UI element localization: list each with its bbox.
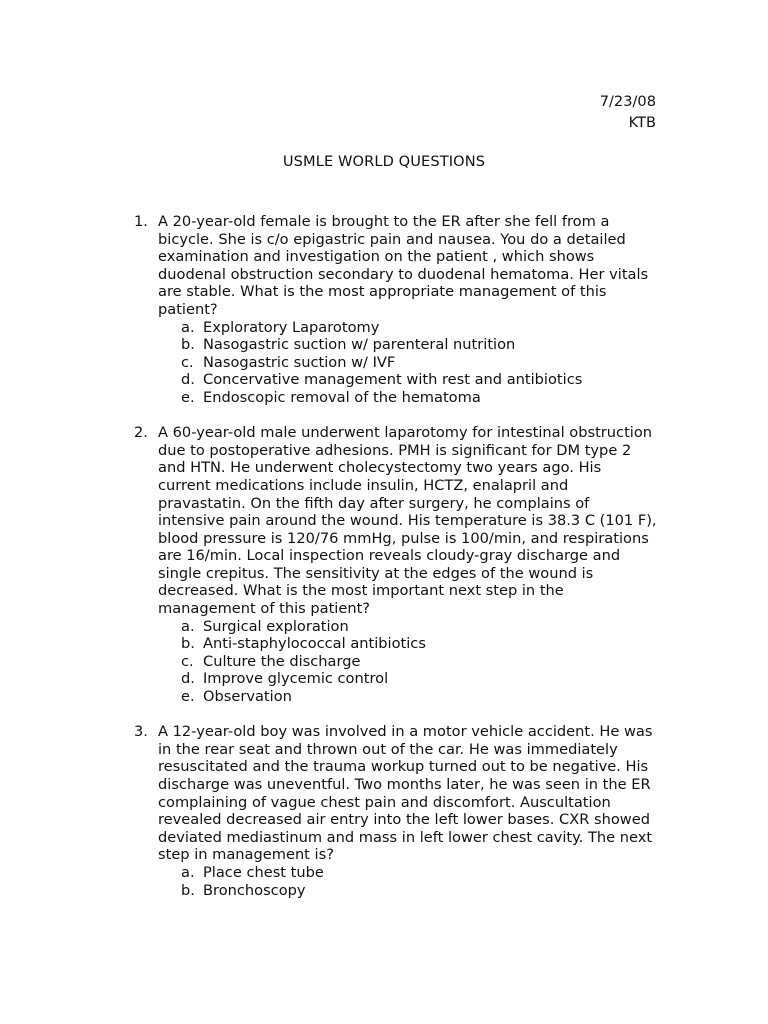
option-text: Exploratory Laparotomy <box>203 318 380 336</box>
answer-option <box>0 670 768 688</box>
answer-option <box>0 653 768 671</box>
option-letter: b. <box>181 336 195 354</box>
answer-option <box>0 618 768 636</box>
option-letter: b. <box>181 635 195 653</box>
question-3 <box>0 723 768 899</box>
option-letter: a. <box>181 617 195 635</box>
answer-option <box>0 319 768 337</box>
option-text: Bronchoscopy <box>203 881 306 899</box>
option-letter: a. <box>181 863 195 881</box>
question-list <box>0 213 768 917</box>
header-initials: KTB <box>628 114 656 131</box>
option-text: Endoscopic removal of the hematoma <box>203 388 481 406</box>
answer-option <box>0 389 768 407</box>
option-letter: c. <box>181 353 194 371</box>
answer-option <box>0 882 768 900</box>
question-2 <box>0 424 768 706</box>
question-1 <box>0 213 768 407</box>
answer-option <box>0 371 768 389</box>
option-text: Culture the discharge <box>203 652 361 670</box>
answer-option <box>0 635 768 653</box>
option-text: Nasogastric suction w/ parenteral nutrition <box>203 336 516 354</box>
question-stem: A 60-year-old male underwent laparotomy for intestinal obstruction due to postoperative adhesions. PMH is significant for DM type 2 and HTN. He underwent cholecystectomy two years ago. His current medications include insulin, HCTZ, enalapril and pravastatin. On the fifth day after surgery, he complains of intensive pain around the wound. His temperature is 38.3 C (101 F), blood pressure is 120/76 mmHg, pulse is 100/min, and respirations are 16/min. Local inspection reveals cloudy-gray discharge and single crepitus. The sensitivity at the edges of the wound is decreased. What is the most important next step in the management of this patient? <box>158 424 657 618</box>
option-text: Observation <box>203 688 292 706</box>
option-text: Nasogastric suction w/ IVF <box>203 353 396 371</box>
document-title: USMLE WORLD QUESTIONS <box>282 153 486 170</box>
question-stem: A 20-year-old female is brought to the ER after she fell from a bicycle. She is c/o epigastric pain and nausea. You do a detailed examination and investigation on the patient , which shows duodenal obstruction secondary to duodenal hematoma. Her vitals are stable. What is the most appropriate management of this patient? <box>158 213 649 318</box>
question-number: 1. <box>134 213 148 230</box>
option-letter: a. <box>181 318 195 336</box>
option-letter: e. <box>181 688 195 706</box>
question-number: 3. <box>134 723 148 741</box>
option-letter: d. <box>181 670 195 688</box>
answer-option <box>0 688 768 706</box>
question-stem: A 12-year-old boy was involved in a motor vehicle accident. He was in the rear seat and thrown out of the car. He was immediately resuscitated and the trauma workup turned out to be negative. His discharge was uneventful. Two months later, he was seen in the ER complaining of vague chest pain and discomfort. Auscultation revealed decreased air entry into the left lower bases. CXR showed deviated mediastinum and mass in left lower chest cavity. The next step in management is? <box>158 723 653 864</box>
option-text: Improve glycemic control <box>203 670 389 688</box>
answer-option <box>0 864 768 882</box>
option-letter: e. <box>181 388 195 406</box>
option-letter: d. <box>181 371 195 389</box>
header-date: 7/23/08 <box>599 93 656 110</box>
option-text: Concervative management with rest and antibiotics <box>203 371 583 389</box>
option-letter: c. <box>181 652 194 670</box>
option-text: Place chest tube <box>203 863 324 881</box>
option-text: Anti-staphylococcal antibiotics <box>203 635 426 653</box>
answer-option <box>0 336 768 354</box>
answer-option <box>0 354 768 372</box>
option-text: Surgical exploration <box>203 617 349 635</box>
question-number: 2. <box>134 424 148 442</box>
answer-options <box>0 618 768 706</box>
answer-options <box>0 319 768 407</box>
document-header <box>600 91 656 133</box>
option-letter: b. <box>181 881 195 899</box>
answer-options <box>0 864 768 899</box>
